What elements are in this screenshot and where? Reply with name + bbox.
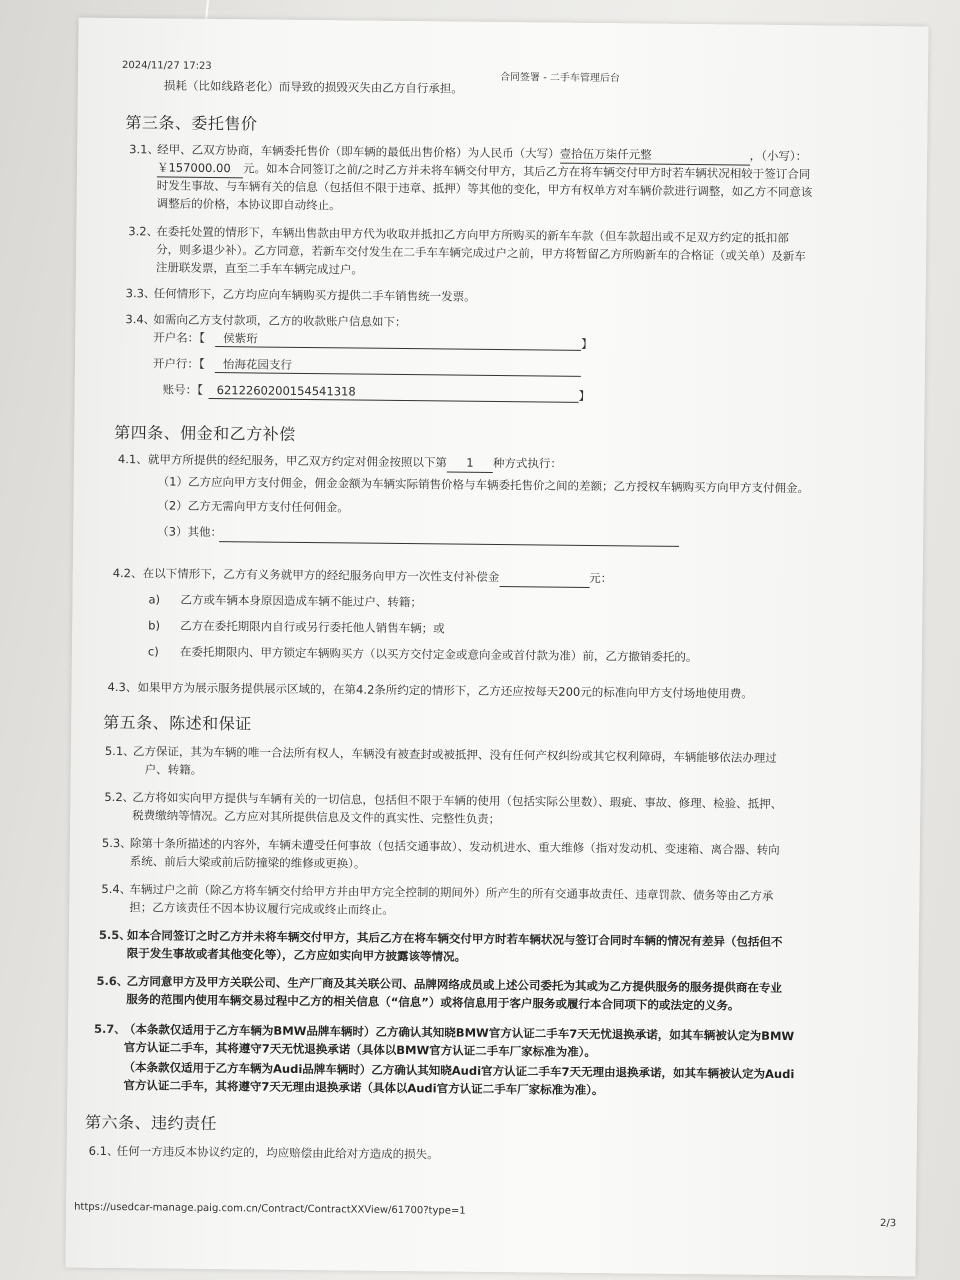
section6-title: 第六条、违约责任 <box>84 1112 218 1134</box>
clause-4-2-a-text: 乙方或车辆本身原因造成车辆不能过户、转籍； <box>180 592 423 610</box>
clause-5-2-number: 5.2、 <box>104 789 135 805</box>
clause-5-2-line2: 税费缴纳等情况。乙方应对其所提供信息及文件的真实性、完整性负责； <box>132 808 501 827</box>
clause-3-2-number: 3.2、 <box>128 224 159 239</box>
clause-5-1-line2: 户、转籍。 <box>144 762 203 777</box>
clause-4-2-text-b: 元： <box>589 570 613 586</box>
compensation-amount-field <box>499 568 589 588</box>
clause-4-2-b-text: 乙方在委托期限内自行或另行委托他人销售车辆；或 <box>180 618 445 636</box>
clause-5-3-line1: 除第十条所描述的内容外，车辆未遭受任何事故（包括交通事故）、发动机进水、重大维修（指对发动机、变速箱、离合器、转向 <box>129 836 780 857</box>
clause-3-2-line1: 在委托处置的情形下，车辆出售款由甲方代为收取并抵扣乙方向甲方所购买的新车车款（但车款超出或不足双方约定的抵扣部 <box>156 224 789 246</box>
clause-4-1-text-a: 就甲方所提供的经纪服务，甲乙双方约定对佣金按照以下第 <box>147 452 448 470</box>
commission-option-2: （2）乙方无需向甲方支付任何佣金。 <box>157 498 349 515</box>
clause-3-1-text-b: 元。如本合同签订之前/之时乙方并未将车辆交付甲方，其后乙方在将车辆交付甲方时若车辆状况相较于签订合同 <box>242 161 811 182</box>
clause-5-6-number: 5.6、 <box>96 973 129 989</box>
account-bank-underline <box>215 372 581 377</box>
account-number-close-bracket: 】 <box>578 388 591 403</box>
price-lower-value: ￥157000.00 <box>156 160 231 176</box>
contract-page <box>65 18 928 1277</box>
clause-3-1-text-a: 经甲、乙双方协商，车辆委托售价（即车辆的最低出售价格）为人民币（大写） <box>157 142 560 161</box>
clause-4-2-text-a: 在以下情形下，乙方有义务就甲方的经纪服务向甲方一次性支付补偿金 <box>142 566 500 585</box>
clause-3-4-number: 3.4、 <box>125 312 156 327</box>
section3-title: 第三条、委托售价 <box>125 113 258 134</box>
account-number-value: 6212260200154541318 <box>216 383 356 399</box>
account-number-underline <box>209 398 579 403</box>
price-upper-value: 壹拾伍万柒仟元整 <box>559 146 652 162</box>
clause-5-1-number: 5.1、 <box>104 743 135 759</box>
clause-5-7-line1: （本条款仅适用于乙方车辆为BMW品牌车辆时）乙方确认其知晓BMW官方认证二手车7天无忧退换承诺，如其车辆被认定为BMW <box>123 1022 795 1044</box>
account-bank-value: 怡海花园支行 <box>222 357 293 372</box>
clause-5-7-line3: （本条款仅适用于乙方车辆为Audi品牌车辆时）乙方确认其知晓Audi官方认证二手车7天无理由退换承诺，如其车辆被认定为Audi <box>123 1060 795 1082</box>
print-url: https://usedcar-manage.paig.com.cn/Contract/ContractXXView/61700?type=1 <box>74 1201 466 1217</box>
clause-4-1-number: 4.1、 <box>117 452 148 467</box>
account-name-value: 侯紫珩 <box>223 331 258 346</box>
clause-5-4-number: 5.4、 <box>101 881 132 897</box>
clause-4-1-text-b: 种方式执行： <box>492 455 562 471</box>
commission-option-field <box>447 453 493 472</box>
clause-5-5-number: 5.5、 <box>98 927 131 943</box>
commission-other-underline <box>219 541 679 547</box>
commission-option-3: （3）其他： <box>157 524 223 540</box>
clause-4-2-c-mark: c) <box>147 644 159 659</box>
clause-5-1-line1: 乙方保证，其为车辆的唯一合法所有权人，车辆没有被查封或被抵押、没有任何产权纠纷或其它权利障碍，车辆能够依法办理过 <box>132 744 777 765</box>
clause-3-2-line3: 注册联发票，直至二手车车辆完成过户。 <box>155 260 364 277</box>
clause-3-1-number: 3.1、 <box>129 142 160 157</box>
clause-5-2-line1: 乙方将如实向甲方提供与车辆有关的一切信息，包括但不限于车辆的使用（包括实际公里数）、瑕疵、事故、修理、检验、抵押、 <box>132 790 783 811</box>
clause-5-3-line2: 系统、前后大梁或前后防撞梁的维修或更换）。 <box>129 854 366 871</box>
clause-6-1-text: 任何一方违反本协议约定的，均应赔偿由此给对方造成的损失。 <box>116 1144 439 1162</box>
commission-option-1: （1）乙方应向甲方支付佣金，佣金金额为车辆实际销售价格与车辆委托售价之间的差额；乙方授权车辆购买方向甲方支付佣金。 <box>157 474 810 496</box>
clause-4-2-c-text: 在委托期限内、甲方锁定车辆购买方（以买方交付定金或意向金或首付款为准）前，乙方撤销委托的。 <box>179 644 698 665</box>
print-page-number: 2/3 <box>879 1218 897 1230</box>
clause-4-3-number: 4.3、 <box>107 679 138 695</box>
clause-5-6-line1: 乙方同意甲方及甲方关联公司、生产厂商及其关联公司、品牌网络成员或上述公司委托为其或为乙方提供服务的服务提供商在专业 <box>126 974 783 996</box>
account-bank-label: 开户行：【 <box>152 356 205 371</box>
clause-3-3-number: 3.3、 <box>125 286 156 301</box>
clause-4-3-text: 如果甲方为展示服务提供展示区域的，在第4.2条所约定的情形下，乙方还应按每天200元的标准向甲方支付场地使用费。 <box>137 680 753 701</box>
account-name-label: 开户名：【 <box>153 330 206 345</box>
clause-4-2-line1 <box>143 564 613 588</box>
clause-3-3-text: 任何情形下，乙方均应向车辆购买方提供二手车销售统一发票。 <box>153 286 476 304</box>
clause-5-5-line2: 限于发生事故或者其他变化等），乙方应如实向甲方披露该等情况。 <box>126 946 467 964</box>
section5-title: 第五条、陈述和保证 <box>103 712 252 734</box>
account-name-close-bracket: 】 <box>581 336 593 351</box>
clause-3-1-line3: 时发生事故、与车辆有关的信息（包括但不限于违章、抵押）等其他的变化，甲方有权单方对车辆价款进行调整，如乙方不同意该 <box>156 178 813 200</box>
clause-5-6-line2: 服务的范围内使用车辆交易过程中乙方的相关信息（“信息”）或将信息用于客户服务或履行本合同项下的或法定的义务。 <box>126 992 740 1013</box>
clause-5-7-line2: 官方认证二手车，其将遵守7天无忧退换承诺（具体以BMW官方认证二手车厂家标准为准）。 <box>123 1040 596 1060</box>
section4-title: 第四条、佣金和乙方补偿 <box>114 422 296 444</box>
account-number-label: 账号：【 <box>162 382 203 397</box>
clause-3-1-line4: 调整后的价格，本协议即自动终止。 <box>156 196 341 213</box>
clause-5-5-line1: 如本合同签订之时乙方并未将车辆交付甲方，其后乙方在将车辆交付甲方时若车辆状况与签订合同时车辆的情况有差异（包括但不 <box>126 928 783 950</box>
clause-4-2-number: 4.2、 <box>112 565 143 581</box>
price-lower-field <box>157 158 243 178</box>
clause-4-1-line1 <box>148 450 562 473</box>
clause-6-1-number: 6.1、 <box>88 1143 119 1159</box>
commission-option-value: 1 <box>466 455 474 470</box>
clause-5-3-number: 5.3、 <box>101 835 132 851</box>
print-datetime: 2024/11/27 17:23 <box>122 60 212 72</box>
clause-5-7-line4: 官方认证二手车，其将遵守7天无理由退换承诺（具体以Audi官方认证二手车厂家标准为准）。 <box>123 1078 604 1098</box>
clause-3-2-line2: 分，则多退少补）。乙方同意，若新车交付发生在二手车车辆完成过户之前，甲方将暂留乙方所购新车的合格证（或关单）及新车 <box>156 242 806 264</box>
clause-5-4-line2: 担；乙方该责任不因本协议履行完成或终止而终止。 <box>129 900 394 917</box>
clause-4-2-b-mark: b) <box>148 618 161 633</box>
print-page-title: 合同签署 - 二手车管理后台 <box>499 72 620 85</box>
account-name-underline <box>215 346 581 351</box>
clause-3-1-small-label: ，（小写）： <box>749 148 808 164</box>
clause-3-4-text: 如需向乙方支付款项，乙方的收款账户信息如下： <box>153 312 407 330</box>
clause-4-2-a-mark: a) <box>148 592 161 607</box>
intro-line: 损耗（比如线路老化）而导致的损毁灭失由乙方自行承担。 <box>163 78 463 96</box>
clause-5-7-number: 5.7、 <box>93 1021 126 1037</box>
clause-5-4-line1: 车辆过户之前（除乙方将车辆交付给甲方并由甲方完全控制的期间外）所产生的所有交通事故责任、违章罚款、债务等由乙方承 <box>129 882 774 903</box>
